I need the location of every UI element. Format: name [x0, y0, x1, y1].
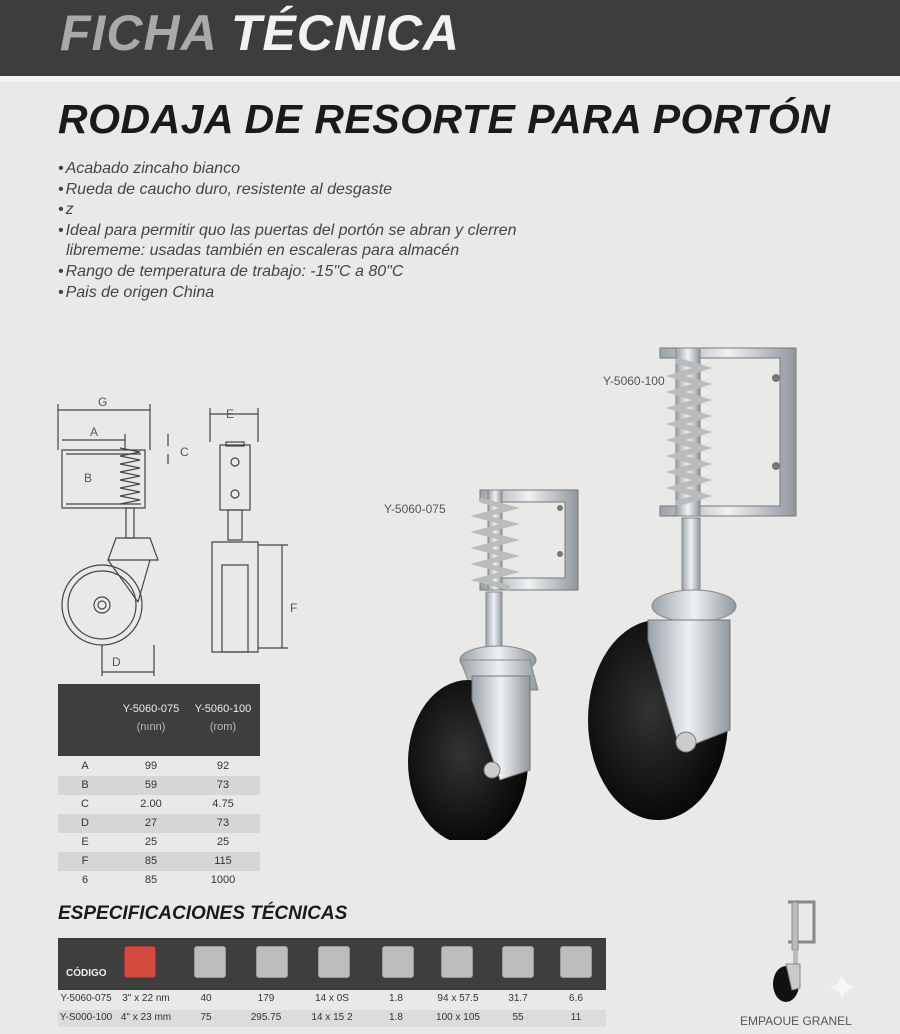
row-value: 94 x 57.5 — [437, 993, 479, 1004]
row-value: 75 — [200, 1012, 212, 1023]
header-title-part1: FICHA — [60, 5, 216, 61]
row-code: Y-5060-075 — [60, 993, 112, 1004]
table-row — [58, 814, 260, 833]
bulk-package-label: EMPAOUE GRANEL — [740, 1014, 852, 1028]
row-label: A — [81, 760, 89, 772]
feature-item: • Pais de origen China — [58, 283, 517, 304]
row-value: 14 x 15 2 — [311, 1012, 353, 1023]
row-value: 25 — [144, 836, 158, 848]
height-icon — [256, 946, 288, 978]
row-value: 1000 — [210, 874, 236, 886]
row-value: 4.75 — [212, 798, 234, 810]
table-row — [58, 833, 260, 852]
dimension-drawing — [50, 390, 310, 680]
feature-item-continuation: librememe: usadas también en escaleras para almacén — [66, 242, 460, 260]
table-row — [58, 795, 260, 814]
row-value: 55 — [512, 1012, 524, 1023]
product-images — [380, 340, 820, 840]
table-row — [58, 776, 260, 795]
table-row — [58, 1010, 606, 1027]
bolt-icon — [502, 946, 534, 978]
mounting-icon — [318, 946, 350, 978]
row-label: C — [81, 798, 89, 810]
row-value: 3" x 22 nm — [122, 993, 170, 1004]
feature-item: • Rueda de caucho duro, resistente al desgaste — [58, 180, 517, 201]
row-value: 115 — [214, 855, 232, 867]
header-title-part2: TÉCNICA — [230, 5, 461, 61]
dims-col-header-1 — [118, 700, 184, 736]
row-value: 92 — [216, 760, 230, 772]
row-value: 73 — [216, 817, 230, 829]
row-label: 6 — [81, 874, 89, 886]
dim-label-d: D — [112, 655, 121, 669]
caster-small — [408, 490, 578, 840]
row-value: 85 — [144, 855, 158, 867]
weight-icon — [560, 946, 592, 978]
row-value: 4" x 23 mm — [120, 1012, 172, 1023]
load-capacity-icon — [194, 946, 226, 978]
row-value: 1.8 — [389, 993, 403, 1004]
caster-large — [588, 348, 796, 820]
dims-col-unit: (nınn) — [136, 721, 166, 733]
bulk-package-image — [764, 898, 824, 1006]
row-label: D — [81, 817, 89, 829]
feature-item: • Rango de temperatura de trabajo: -15"C a 80"C — [58, 262, 517, 283]
row-value: 85 — [144, 874, 158, 886]
dims-col-header-2 — [188, 700, 258, 736]
row-value: 2.00 — [140, 798, 162, 810]
row-value: 73 — [216, 779, 230, 791]
table-row — [58, 757, 260, 776]
dims-table-header — [58, 684, 260, 756]
wheel-diameter-icon — [124, 946, 156, 978]
row-label: E — [81, 836, 89, 848]
product-label-large: Y-5060-100 — [603, 374, 665, 388]
feature-item: • Acabado zincaho bianco — [58, 159, 517, 180]
row-value: 6.6 — [569, 993, 583, 1004]
row-value: 100 x 105 — [436, 1012, 480, 1023]
dim-label-g: G — [98, 395, 108, 409]
dims-col-unit: (rom) — [209, 721, 237, 733]
row-value: 31.7 — [508, 993, 528, 1004]
dims-col-code: Y-5060-075 — [122, 703, 180, 715]
table-row — [58, 991, 606, 1008]
dims-col-code: Y-5060-100 — [194, 703, 252, 715]
row-value: 99 — [144, 760, 158, 772]
feature-item: • Ideal para permitir quo las puertas del portón se abran y clerren — [58, 221, 517, 242]
row-code: Y-S000-100 — [59, 1012, 113, 1023]
row-value: 295.75 — [250, 1012, 282, 1023]
dim-label-b: B — [84, 471, 93, 485]
dim-label-c: C — [180, 445, 189, 459]
row-label: F — [81, 855, 89, 867]
row-value: 40 — [200, 993, 212, 1004]
row-value: 27 — [144, 817, 158, 829]
dim-label-a: A — [90, 425, 99, 439]
feature-list — [58, 159, 517, 303]
row-value: 11 — [570, 1012, 582, 1023]
spec-section-title: ESPECIFICACIONES TÉCNICAS — [58, 903, 348, 924]
spec-code-header: CÓDIGO — [66, 968, 107, 979]
row-label: B — [81, 779, 89, 791]
header-bar — [0, 0, 900, 76]
table-row — [58, 852, 260, 871]
product-label-small: Y-5060-075 — [384, 502, 446, 516]
row-value: 25 — [216, 836, 230, 848]
row-value: 1.8 — [389, 1012, 403, 1023]
feature-item: • z — [58, 200, 517, 221]
plate-icon — [441, 946, 473, 978]
product-title: RODAJA DE RESORTE PARA PORTÓN — [58, 96, 831, 142]
row-value: 14 x 0S — [315, 993, 349, 1004]
sparkle-icon: ✦ — [826, 968, 858, 1010]
dim-label-e: E — [226, 407, 235, 421]
row-value: 59 — [144, 779, 158, 791]
table-row — [58, 871, 260, 890]
row-value: 179 — [257, 993, 275, 1004]
page-header-title — [60, 4, 460, 62]
dim-label-f: F — [290, 601, 298, 615]
bracket-icon — [382, 946, 414, 978]
header-divider — [0, 76, 900, 82]
